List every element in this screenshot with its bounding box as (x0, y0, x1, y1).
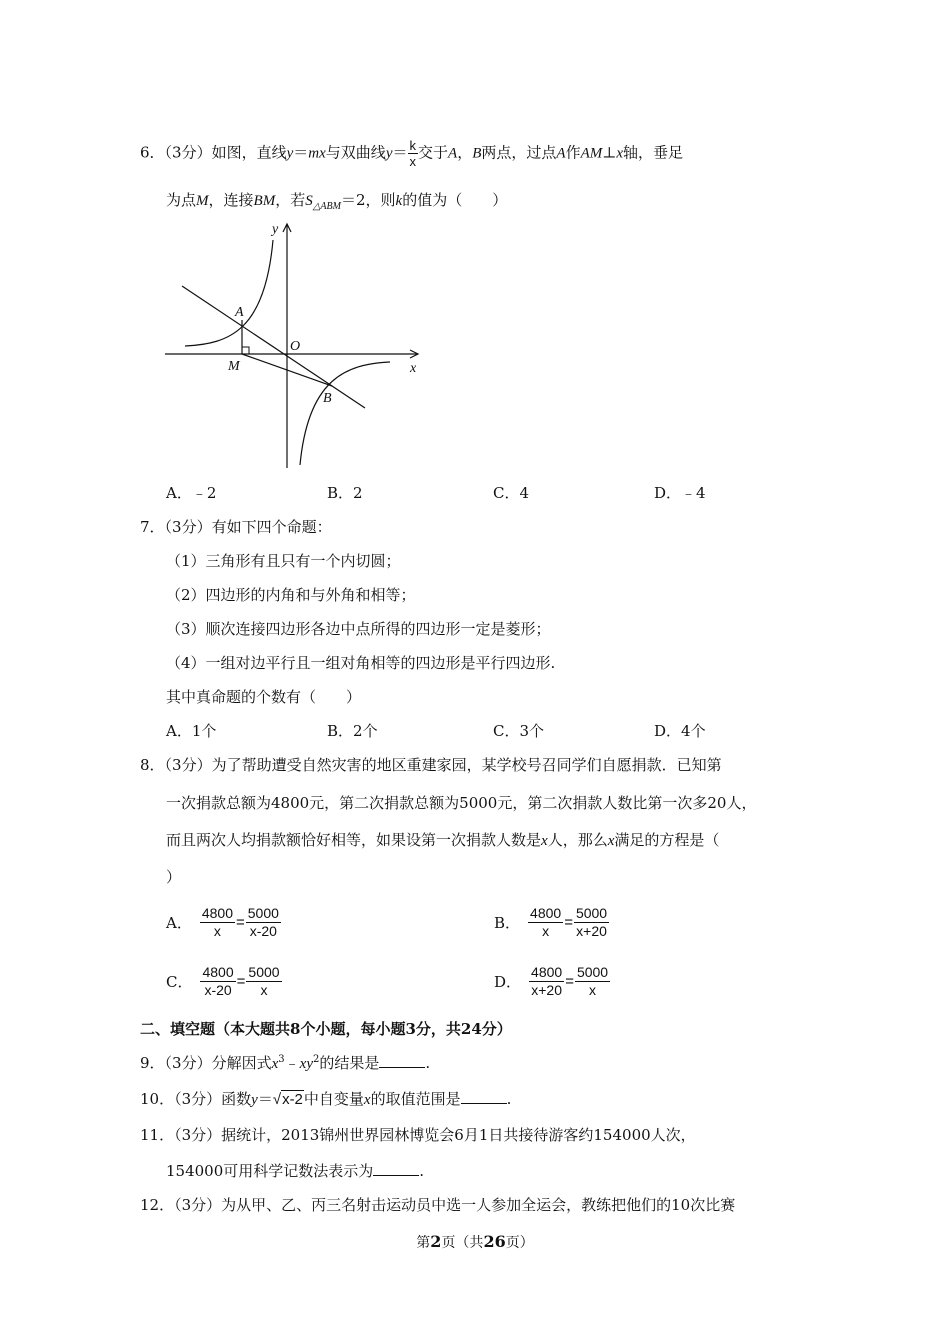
q6-text: ＝ (293, 143, 309, 162)
page-number: 2 (430, 1232, 442, 1251)
var-y: y (251, 1092, 258, 1108)
footer-text: 页） (505, 1235, 534, 1251)
equals-sign: = (236, 973, 246, 990)
label-y: y (272, 222, 279, 237)
frac-left (200, 905, 235, 940)
frac-num: 4800 (202, 964, 234, 980)
q6-option-b: B．2 (327, 484, 363, 502)
var-xy: xy (299, 1056, 313, 1072)
q7-item-2: （2）四边形的内角和与外角和相等； (166, 586, 416, 604)
var-x: x (541, 833, 548, 849)
subscript-abm: △ABM (312, 201, 341, 212)
q6-text: 与双曲线 (325, 143, 386, 162)
q8-line4: ） (166, 868, 182, 886)
frac-den: x+20 (531, 982, 562, 998)
frac-den: x (542, 923, 550, 939)
sqrt-expression: √x-2 (272, 1091, 303, 1108)
q6-text: 作 (565, 143, 581, 162)
section-2-heading: 二、填空题（本大题共8个小题，每小题3分，共24分） (140, 1020, 512, 1038)
q8-option-d (494, 964, 610, 999)
q7-item-1: （1）三角形有且只有一个内切圆； (166, 552, 401, 570)
var-x: x (363, 1092, 371, 1108)
radicand: x-2 (282, 1091, 303, 1108)
q7-option-b: B．2个 (327, 722, 378, 740)
q6-text: ，连接 (208, 191, 254, 209)
q7-option-c: C．3个 (493, 722, 545, 740)
q8-line1: 8．（3分）为了帮助遭受自然灾害的地区重建家园，某学校号召同学们自愿捐款．已知第 (140, 756, 722, 774)
q6-text: ＝2，则 (340, 191, 396, 209)
q8-option-c (166, 964, 282, 999)
q6-text: 的值为（ ） (402, 191, 508, 209)
q6-option-a: A．﹣2 (166, 484, 217, 502)
label-A: A (235, 305, 244, 320)
hyperbola-branch-upper (185, 240, 273, 346)
exponent: 2 (312, 1054, 320, 1065)
q9-line (140, 1053, 430, 1074)
frac-num: 4800 (201, 905, 233, 921)
frac-num: 5000 (248, 964, 280, 980)
frac-num: k (409, 138, 416, 153)
q6-text: ， (457, 143, 473, 162)
frac-right (246, 905, 281, 940)
label-M: M (228, 359, 240, 374)
answer-blank[interactable] (373, 1161, 419, 1176)
frac-right (246, 964, 281, 999)
label-B: B (323, 391, 332, 406)
var-y: y (286, 145, 294, 162)
q6-text: 两点，过点 (481, 143, 557, 162)
right-angle-mark (242, 347, 249, 354)
label-O: O (290, 339, 301, 354)
frac-left (529, 964, 564, 999)
option-label: D． (494, 973, 522, 991)
var-x: x (607, 833, 615, 849)
q10-line (140, 1089, 511, 1110)
var-y: y (385, 145, 393, 162)
frac-den: x (213, 923, 221, 939)
var-A: A (556, 145, 566, 162)
var-M: M (196, 193, 209, 209)
frac-den: x-20 (204, 982, 232, 998)
q6-text: ，若 (275, 191, 306, 209)
q6-score: （3分） (164, 143, 212, 162)
hyperbola-branch-lower (300, 362, 390, 465)
q7-item-4: （4）一组对边平行且一组对角相等的四边形是平行四边形. (166, 654, 556, 672)
option-label: A． (166, 914, 192, 932)
frac-left (528, 905, 563, 940)
q6-text: 轴，垂足 (623, 143, 684, 162)
q9-text: . (425, 1054, 431, 1072)
minus-sign: ﹣ (284, 1054, 300, 1072)
q6-text: 交于 (418, 143, 449, 162)
frac-right (574, 905, 609, 940)
page-total: 26 (483, 1232, 506, 1251)
q11-line2 (166, 1161, 424, 1181)
footer-text: 第 (416, 1235, 431, 1251)
q8-text: 而且两次人均捐款额恰好相等，如果设第一次捐款人数是 (166, 831, 542, 849)
frac-num: 4800 (531, 964, 563, 980)
hyperbola-graph (160, 220, 430, 475)
var-mx: mx (308, 145, 326, 162)
frac-right (575, 964, 610, 999)
q10-text: ＝ (257, 1090, 273, 1108)
q8-option-b (494, 905, 609, 940)
q8-line3 (166, 830, 719, 851)
frac-num: 5000 (576, 964, 609, 980)
q6-option-c: C．4 (493, 484, 530, 502)
q11-line1: 11．（3分）据统计，2013锦州世界园林博览会6月1日共接待游客约154000人次， (140, 1126, 696, 1144)
var-BM: BM (253, 193, 276, 209)
line-y-mx (182, 286, 365, 408)
q7-option-a: A．1个 (166, 722, 217, 740)
equals-sign: = (565, 973, 574, 990)
equals-sign: = (564, 914, 573, 931)
q6-text: ＝ (392, 143, 408, 162)
equals-sign: = (236, 914, 245, 931)
q9-text: 9．（3分）分解因式 (140, 1054, 272, 1072)
frac-den: x (589, 982, 597, 998)
var-k: k (395, 193, 403, 209)
label-x: x (410, 361, 417, 376)
option-label: B． (494, 914, 521, 932)
answer-blank[interactable] (461, 1089, 507, 1104)
page-footer (0, 1232, 950, 1253)
frac-den: x-20 (249, 923, 277, 939)
frac-num: 5000 (247, 905, 279, 921)
frac-num: 5000 (575, 905, 608, 921)
q6-line2 (166, 190, 507, 211)
frac-den: x (409, 154, 416, 169)
answer-blank[interactable] (379, 1053, 425, 1068)
q8-text: 人，那么 (547, 831, 608, 849)
frac-den: x+20 (576, 923, 607, 939)
frac-left (200, 964, 235, 999)
footer-text: 页（共 (441, 1235, 484, 1251)
q8-option-a (166, 905, 281, 940)
perp-symbol: ⊥ (602, 143, 617, 162)
var-A: A (448, 145, 458, 162)
var-S: S (305, 193, 313, 209)
q11-text: . (419, 1162, 425, 1180)
q12-line1: 12．（3分）为从甲、乙、丙三名射击运动员中选一人参加全运会，教练把他们的10次比赛 (140, 1196, 736, 1214)
q7-head: 7．（3分）有如下四个命题： (140, 518, 332, 536)
q6-option-d: D．﹣4 (654, 484, 706, 502)
q10-text: 的取值范围是 (370, 1090, 461, 1108)
q6-text: 如图，直线 (211, 143, 287, 162)
q6-number: 6． (140, 143, 165, 162)
q6-text: 为点 (166, 191, 197, 209)
q11-text: 154000可用科学记数法表示为 (166, 1162, 374, 1180)
var-x: x (271, 1056, 279, 1072)
q10-text: 中自变量 (303, 1090, 364, 1108)
exponent: 3 (278, 1054, 285, 1065)
q8-text: 满足的方程是（ (614, 831, 720, 849)
var-AM: AM (580, 145, 603, 162)
fraction-k-over-x (408, 138, 419, 169)
q10-text: . (506, 1090, 512, 1108)
q6-line1 (140, 138, 683, 169)
q7-ask: 其中真命题的个数有（ ） (166, 688, 362, 706)
frac-den: x (260, 982, 268, 998)
q8-line2: 一次捐款总额为4800元，第二次捐款总额为5000元，第二次捐款人数比第一次多20人， (166, 794, 757, 812)
q10-text: 10．（3分）函数 (140, 1090, 252, 1108)
frac-num: 4800 (530, 905, 562, 921)
q9-text: 的结果是 (319, 1054, 380, 1072)
q7-option-d: D．4个 (654, 722, 706, 740)
q7-item-3: （3）顺次连接四边形各边中点所得的四边形一定是菱形； (166, 620, 551, 638)
var-B: B (472, 145, 482, 162)
var-x: x (616, 145, 624, 162)
option-label: C． (166, 973, 193, 991)
